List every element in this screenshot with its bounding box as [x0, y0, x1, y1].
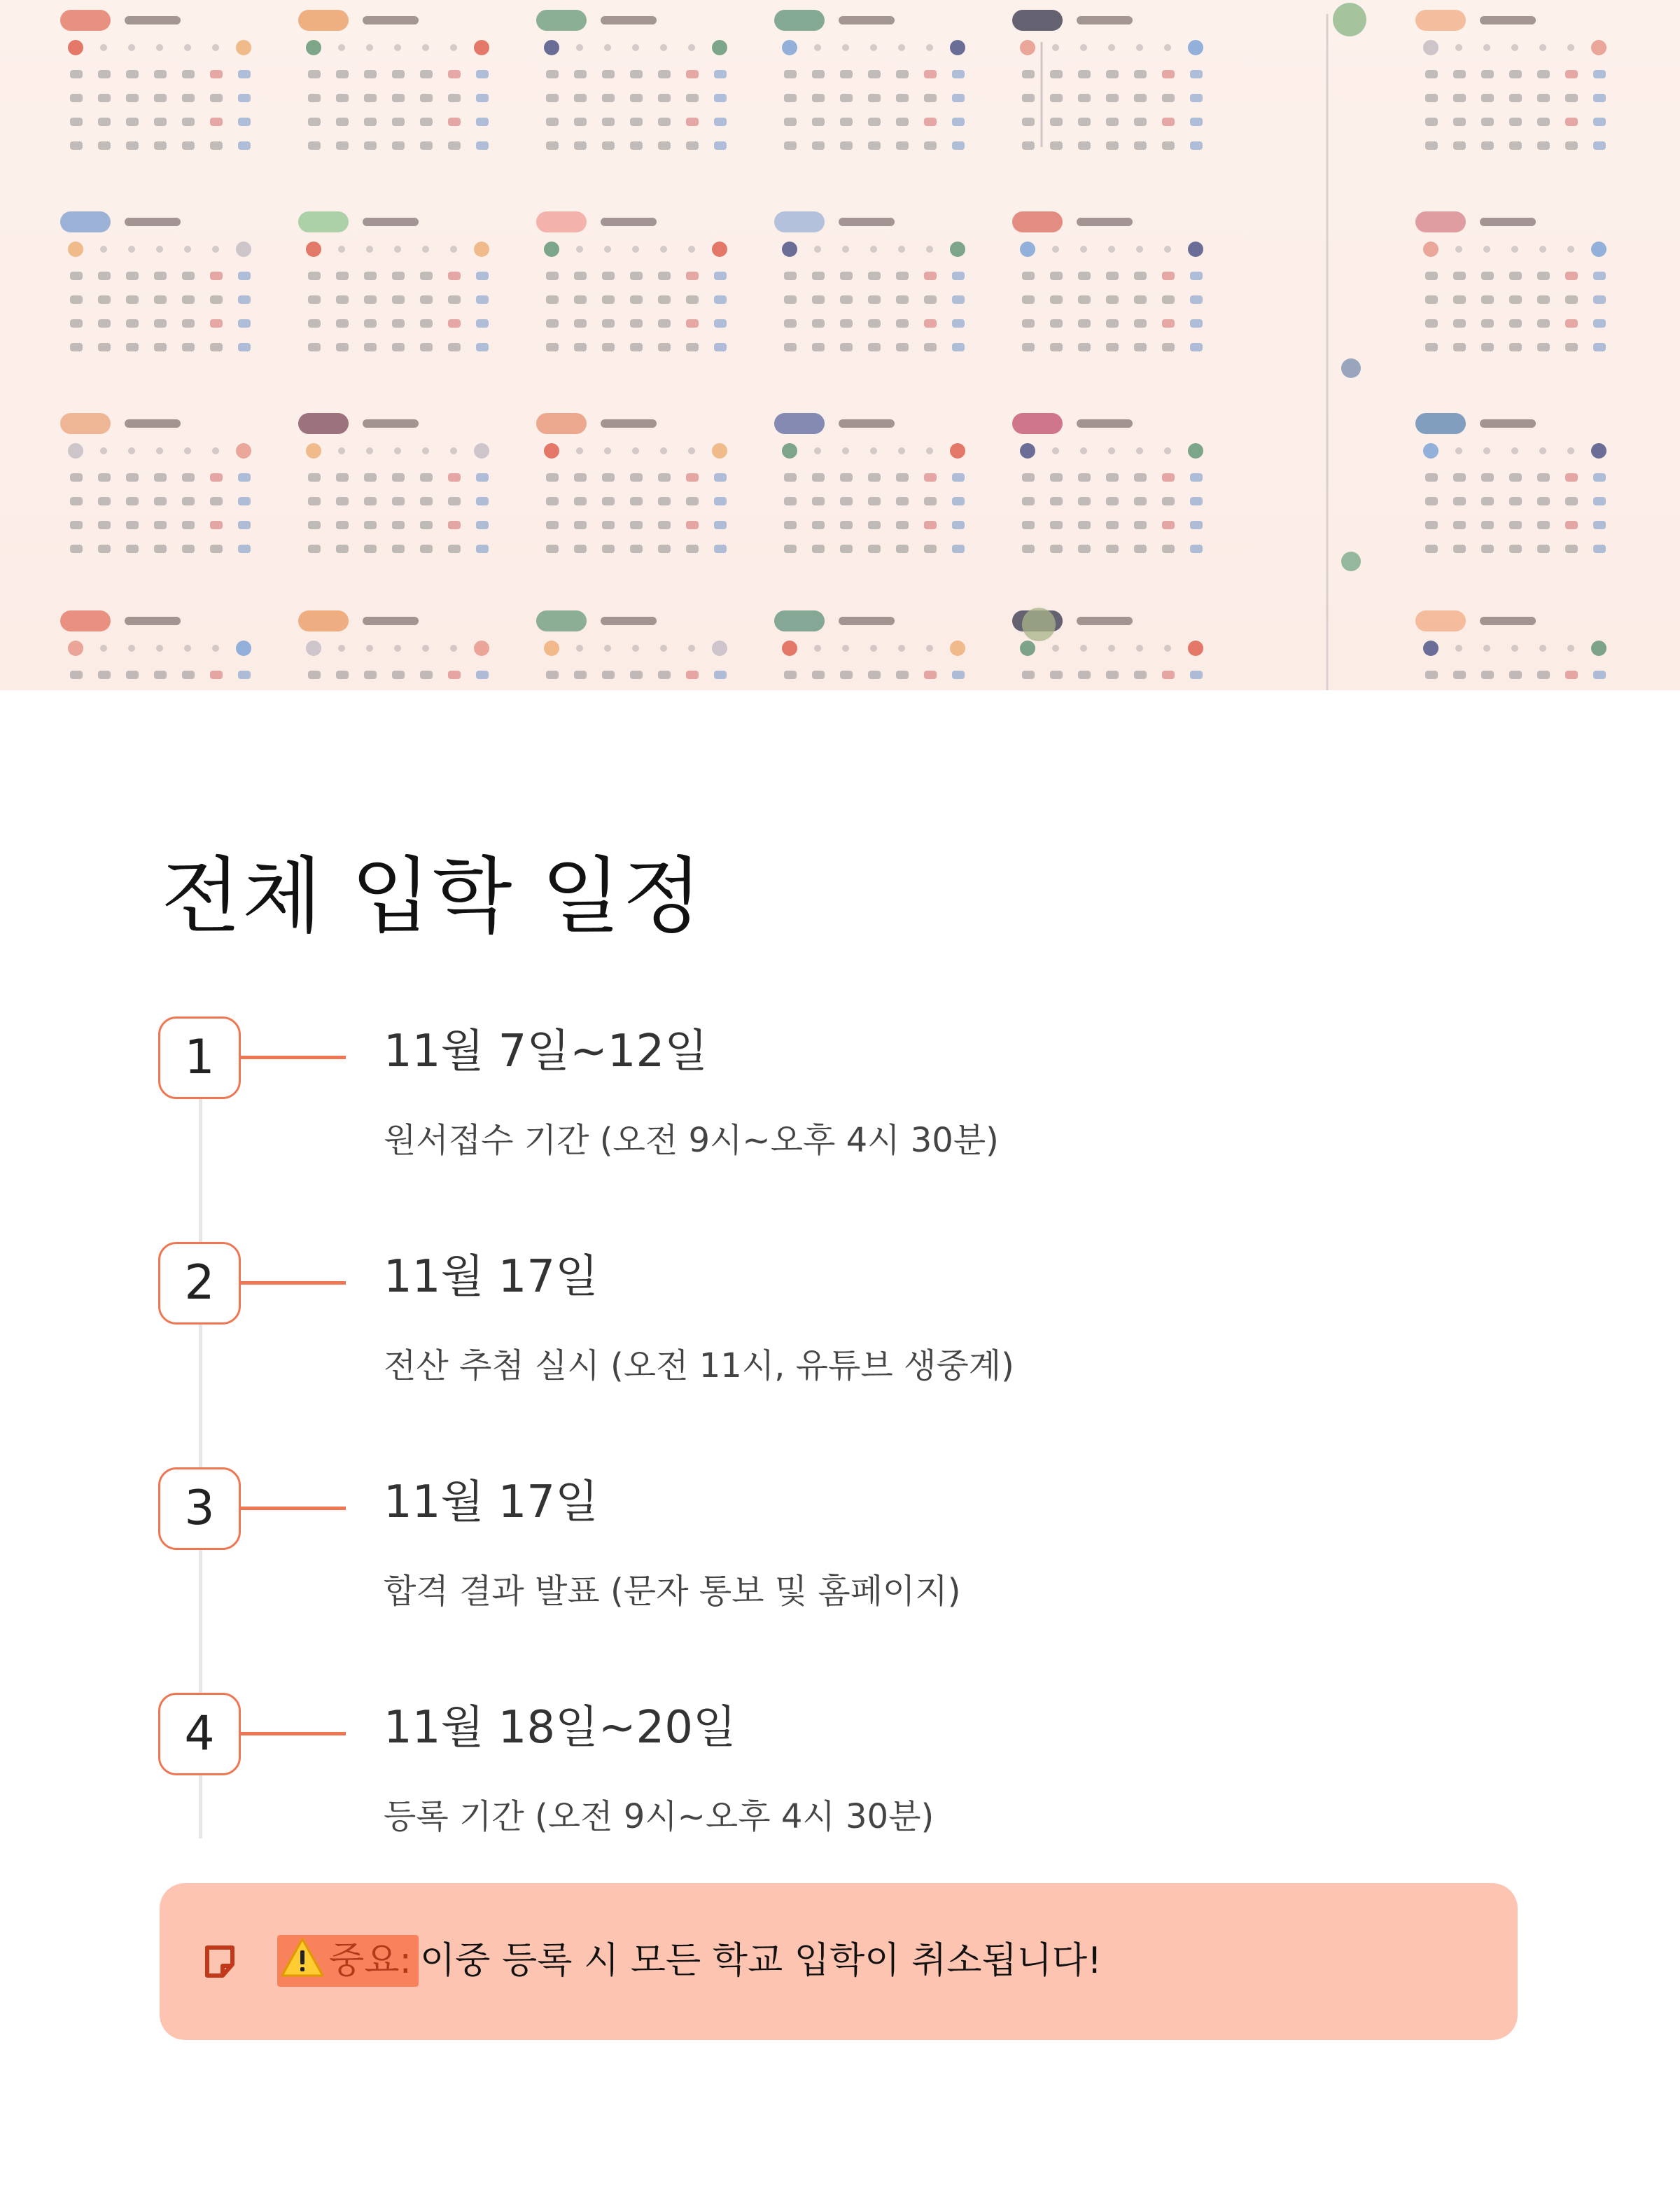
timeline-step-1 [158, 1016, 1488, 1185]
step-date: 11월 18일~20일 [384, 1702, 736, 1754]
step-description: 전산 추첨 실시 (오전 11시, 유튜브 생중계) [384, 1346, 1014, 1385]
step-description: 원서접수 기간 (오전 9시~오후 4시 30분) [384, 1121, 999, 1160]
timeline-step-2 [158, 1242, 1488, 1410]
page-title: 전체 입학 일정 [161, 848, 704, 944]
hero-calendar-image [0, 0, 1680, 690]
step-number-badge: 3 [158, 1467, 241, 1550]
important-tag [277, 1935, 419, 1987]
schedule-section [0, 690, 1680, 2201]
note-icon [200, 1942, 239, 1981]
timeline-step-4 [158, 1693, 1488, 1861]
step-connector [241, 1281, 346, 1285]
warning-icon [280, 1936, 325, 1978]
step-date: 11월 17일 [384, 1251, 598, 1303]
important-notice [160, 1883, 1518, 2040]
step-date: 11월 7일~12일 [384, 1026, 708, 1077]
step-number-badge: 4 [158, 1693, 241, 1775]
timeline-step-3 [158, 1467, 1488, 1635]
step-number-badge: 2 [158, 1242, 241, 1325]
step-description: 등록 기간 (오전 9시~오후 4시 30분) [384, 1797, 934, 1836]
calendar-pattern-illustration [0, 0, 1680, 690]
step-connector [241, 1056, 346, 1059]
step-number-badge: 1 [158, 1016, 241, 1099]
step-date: 11월 17일 [384, 1476, 598, 1528]
notice-message: 이중 등록 시 모든 학교 입학이 취소됩니다! [420, 1940, 1102, 1982]
important-tag-label: 중요: [329, 1940, 412, 1982]
step-description: 합격 결과 발표 (문자 통보 및 홈페이지) [384, 1572, 961, 1611]
step-connector [241, 1507, 346, 1510]
step-connector [241, 1732, 346, 1735]
